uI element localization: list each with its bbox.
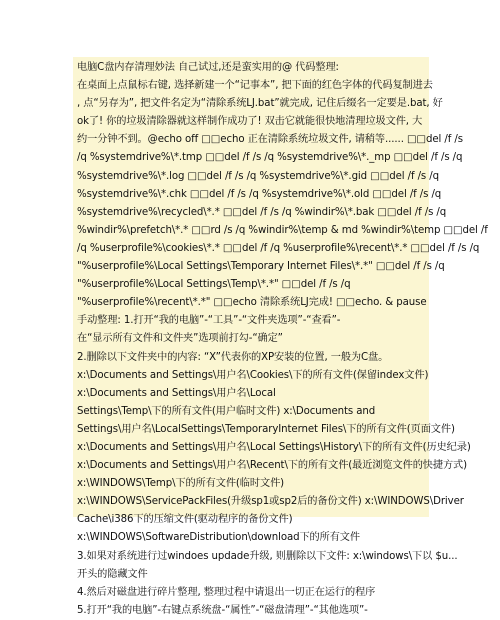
text-line: Settings\Temp\下的所有文件(用户临时文件) x:\Documents and xyxy=(77,405,376,417)
text-line: "%userprofile%\recent\*.*" □□echo 清除系统LJ完成! □□echo. & pause xyxy=(77,297,427,309)
text-line: /q %userprofile%\cookies\*.* □□del /f /q %userprofile%\recent\*.* □□del /f /s /q xyxy=(77,242,480,254)
article-text xyxy=(77,59,488,620)
text-line: ok了! 你的垃圾清除器就这样制作成功了! 双击它就能很快地清理垃圾文件, 大 xyxy=(77,116,423,128)
text-line: x:\Documents and Settings\用户名\Recent\下的所有文件(最近浏览文件的快捷方式) xyxy=(77,460,468,472)
text-line: x:\WINDOWS\Temp\下的所有文件(临时文件) xyxy=(77,478,285,490)
text-line: 手动整理: 1.打开“我的电脑”-“工具”-“文件夹选项”-“查看”- xyxy=(77,315,341,327)
text-line: "%userprofile%\Local Settings\Temporary Internet Files\*.*" □□del /f /s /q xyxy=(77,261,445,273)
text-line: %systemdrive%\*.chk □□del /f /s /q %systemdrive%\*.old □□del /f /s /q xyxy=(77,188,442,200)
text-line: 约一分钟不到。@echo off □□echo 正在清除系统垃圾文件, 请稍等...... □□del /f /s xyxy=(77,134,463,146)
text-line: x:\Documents and Settings\用户名\Local xyxy=(77,387,276,399)
text-line: 2.删除以下文件夹中的内容: “X”代表你的XP安装的位置, 一般为C盘。 xyxy=(77,351,389,363)
article-note-panel xyxy=(73,57,488,616)
text-line: x:\WINDOWS\ServicePackFiles(升级sp1或sp2后的备份文件) x:\WINDOWS\Driver xyxy=(77,496,464,508)
text-line: %systemdrive%\recycled\*.* □□del /f /s /q %windir%\*.bak □□del /f /s /q xyxy=(77,206,447,218)
text-line: /q %systemdrive%\*.tmp □□del /f /s /q %systemdrive%\*._mp □□del /f /s /q xyxy=(77,152,463,164)
text-line: %systemdrive%\*.log □□del /f /s /q %systemdrive%\*.gid □□del /f /s /q xyxy=(77,170,439,182)
text-line: 电脑C盘内存清理妙法 自己试过,还是蛮实用的@ 代码整理: xyxy=(77,62,339,73)
text-line: Settings\用户名\LocalSettings\TemporaryInternet Files\下的所有文件(页面文件) xyxy=(77,423,455,435)
text-line: %windir%\prefetch\*.* □□rd /s /q %windir%\temp & md %windir%\temp □□del /f xyxy=(77,224,488,236)
text-line: 4.然后对磁盘进行碎片整理, 整理过程中请退出一切正在运行的程序 xyxy=(77,586,376,598)
text-line: "%userprofile%\Local Settings\Temp\*.*" □□del /f /s /q xyxy=(77,279,351,291)
text-line: Cache\i386下的压缩文件(驱动程序的备份文件) xyxy=(77,514,293,526)
text-line: 开头的隐藏文件 xyxy=(77,568,148,580)
text-line: 在桌面上点鼠标右键, 选择新建一个“记事本”, 把下面的红色字体的代码复制进去 xyxy=(77,80,433,92)
text-line: , 点“另存为”, 把文件名定为“清除系统LJ.bat”就完成, 记住后缀名一定要是.bat, 好 xyxy=(77,98,443,110)
text-line: x:\Documents and Settings\用户名\Cookies\下的所有文件(保留index文件) xyxy=(77,369,429,381)
text-line: 3.如果对系统进行过windoes updade升级, 则删除以下文件: x:\windows\下以 $u... xyxy=(77,550,458,562)
text-line: 5.打开“我的电脑”-右键点系统盘-“属性”-“磁盘清理”-“其他选项”- xyxy=(77,604,368,616)
text-line: x:\WINDOWS\SoftwareDistribution\download下的所有文件 xyxy=(77,532,360,544)
text-line: x:\Documents and Settings\用户名\Local Settings\History\下的所有文件(历史纪录) xyxy=(77,441,471,453)
text-line: 在“显示所有文件和文件夹”选项前打勾-“确定” xyxy=(77,333,283,345)
